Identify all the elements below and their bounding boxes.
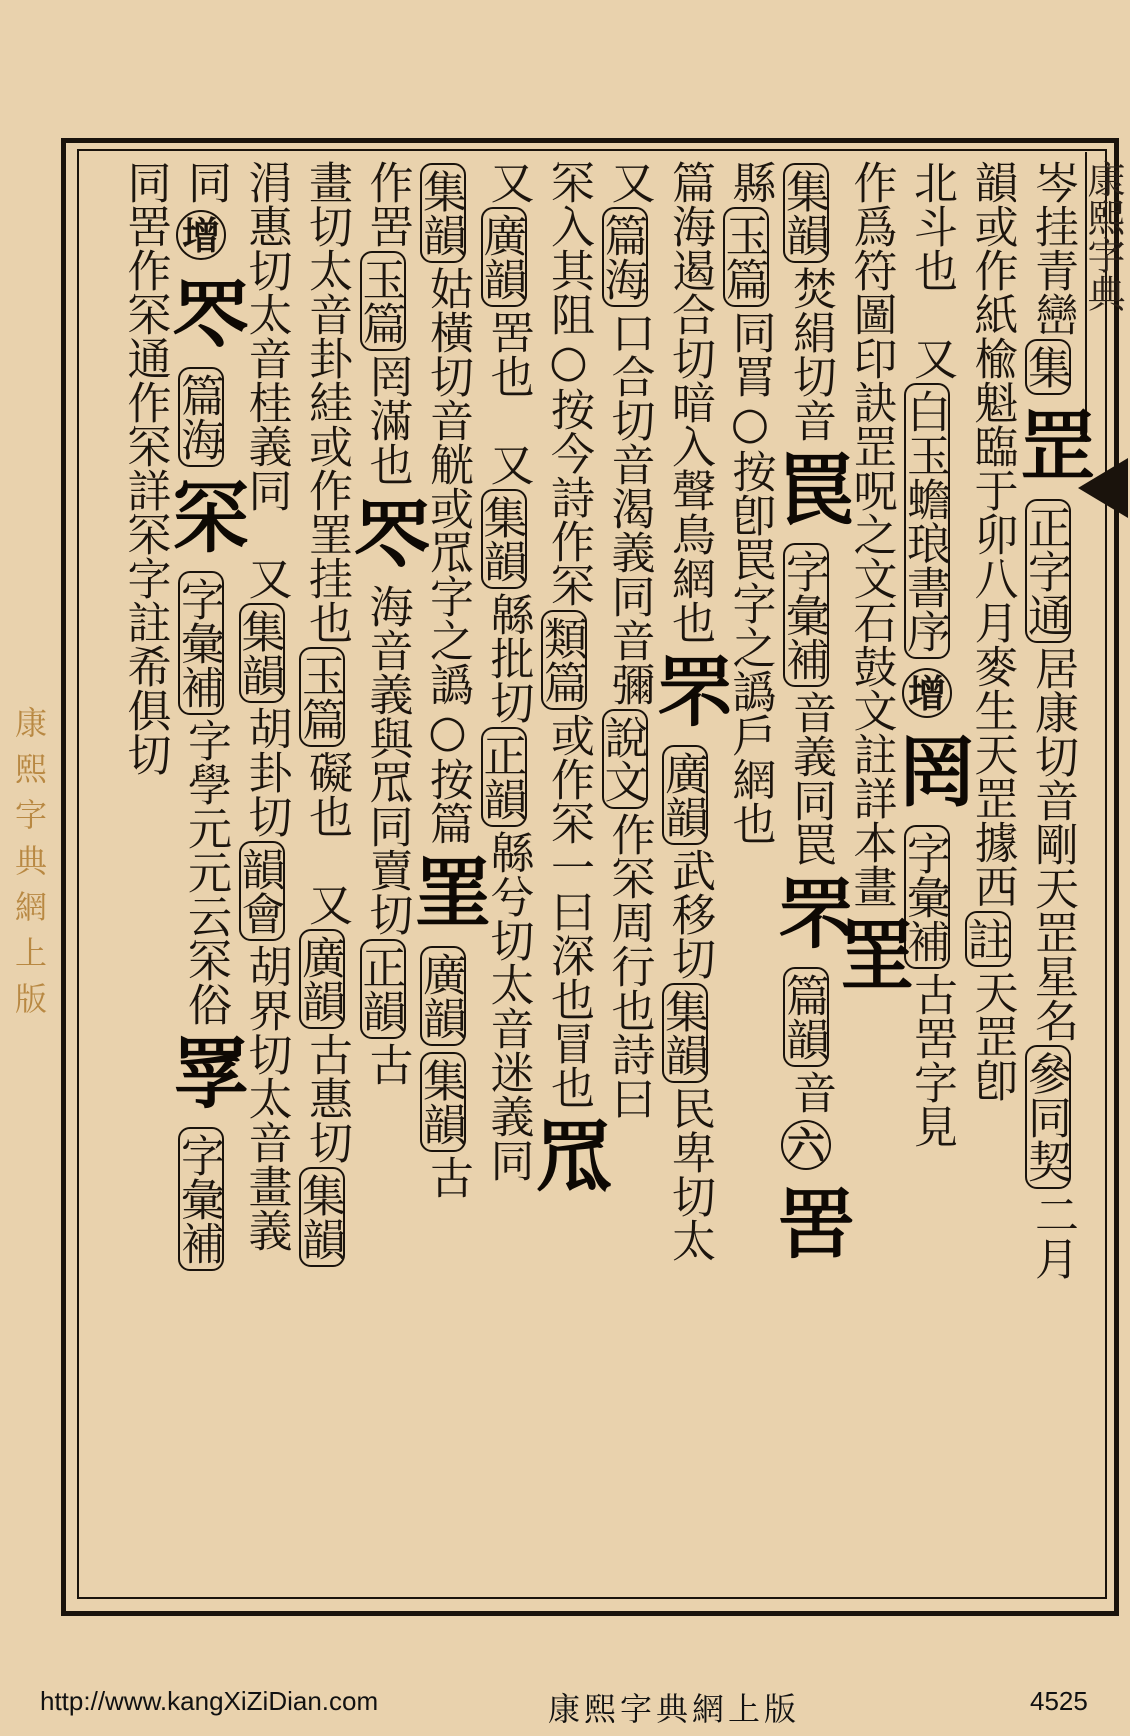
definition-text: 字學元元云罙俗 xyxy=(180,718,231,1026)
definition-text: 罛字之譌○按篇 xyxy=(422,530,473,845)
headword: 罠 xyxy=(778,446,854,535)
source-citation: 註 xyxy=(965,911,1011,967)
definition-text: 同 xyxy=(180,160,231,204)
definition-text: 胡卦切 xyxy=(240,706,292,838)
definition-text: 口合切音渴義同 xyxy=(603,310,655,618)
text-column xyxy=(960,160,1016,1586)
side-watermark-title xyxy=(6,700,56,1022)
definition-text: 民卑切太 xyxy=(664,1086,715,1262)
definition-text: 音彌 xyxy=(603,618,655,706)
footer-title: 康熙字典網上版 xyxy=(548,1690,801,1728)
running-title: 康熙字典 xyxy=(1081,160,1125,312)
definition-text: 音 xyxy=(785,1070,836,1114)
source-citation: 韻會 xyxy=(239,841,285,941)
side-title-char: 典 xyxy=(14,842,47,880)
definition-text: 作罙通作罙詳罙字註 xyxy=(119,248,171,644)
definition-text: 又 xyxy=(603,160,655,204)
source-citation: 說文 xyxy=(602,709,648,809)
source-citation: 集韻 xyxy=(662,983,708,1083)
text-column xyxy=(536,160,612,1586)
definition-text: 涓惠切太音桂義同 又 xyxy=(240,160,292,600)
definition-text: 賣切 xyxy=(361,848,413,936)
definition-text: 石鼓文註詳本畫 xyxy=(845,600,897,908)
definition-text: 作罙周行也詩曰 xyxy=(603,812,655,1120)
definition-text: 楡魁臨于卯八月麥生天罡據西 xyxy=(966,336,1018,908)
headword: 罔 xyxy=(899,728,975,817)
definition-text: 罔滿也 xyxy=(361,354,413,486)
definition-text: 畫切太音卦絓或作罣挂也 xyxy=(301,160,352,644)
source-citation: 集韻 xyxy=(420,1052,466,1152)
source-citation: 集韻 xyxy=(481,489,527,589)
definition-text: 姑橫切音觥或 xyxy=(422,266,473,530)
headword: 罖 xyxy=(173,270,249,359)
source-citation: 正韻 xyxy=(481,727,527,827)
definition-text: 同罥 xyxy=(724,310,776,398)
definition-text: 韻或作紙 xyxy=(966,160,1018,336)
definition-text: 音義同罠 xyxy=(785,690,836,866)
definition-text: 罟也 又 xyxy=(482,310,534,486)
source-citation: 白玉蟾琅書序 xyxy=(904,383,950,659)
headword: 罙 xyxy=(173,474,249,563)
source-citation: 廣韻 xyxy=(481,207,527,307)
text-column xyxy=(113,160,169,1586)
text-column xyxy=(778,160,854,1586)
definition-text: 古惠切 xyxy=(301,1032,352,1164)
source-citation: 字彙補 xyxy=(178,1127,224,1271)
text-column xyxy=(718,160,774,1586)
source-citation: 集 xyxy=(1025,339,1071,395)
source-citation: 集韻 xyxy=(420,163,466,263)
headword: 罘 xyxy=(778,870,854,959)
headword: 罛 xyxy=(536,1113,612,1202)
definition-text: 戶網也 xyxy=(724,713,776,845)
definition-text: 同罟 xyxy=(119,160,171,248)
definition-text: 焚絹切音 xyxy=(785,266,836,442)
definition-text: 岑挂青巒 xyxy=(1027,160,1078,336)
source-citation: 玉篇 xyxy=(360,251,406,351)
headword: 罣 xyxy=(415,849,491,938)
side-title-char: 版 xyxy=(14,980,47,1018)
definition-text: 天罡卽 xyxy=(966,970,1018,1102)
headword: 罟 xyxy=(778,1180,854,1269)
page-number: 4525 xyxy=(1030,1686,1088,1716)
definition-text: 海音義與罛同 xyxy=(361,584,413,848)
definition-text: 居康切音剛天罡星名 xyxy=(1027,646,1078,1042)
source-citation: 字彙補 xyxy=(783,543,829,687)
source-citation: 篇海 xyxy=(178,367,224,467)
section-marker: 增 xyxy=(902,668,952,718)
definition-text: 緜兮切太音迷義同 xyxy=(482,830,534,1182)
source-citation: 類篇 xyxy=(541,610,587,710)
definition-text: 古 xyxy=(361,1042,413,1086)
source-citation: 廣韻 xyxy=(662,745,708,845)
source-citation: 篇海 xyxy=(602,207,648,307)
definition-text: 胡界切太音畫義 xyxy=(240,944,292,1252)
source-citation: 集韻 xyxy=(239,603,285,703)
site-url[interactable]: http://www.kangXiZiDian.com xyxy=(40,1686,379,1716)
source-citation: 字彙補 xyxy=(178,571,224,715)
definition-text: 作爲符圖印訣罡呪之文 xyxy=(845,160,897,600)
headword: 罖 xyxy=(354,490,431,579)
definition-text: 篇海遏合切暗入聲鳥網也 xyxy=(664,160,715,644)
headword: 罘 xyxy=(657,648,733,737)
source-citation: 廣韻 xyxy=(299,929,345,1029)
definition-text: 或作罙一曰深也冒也 xyxy=(543,713,594,1109)
text-column xyxy=(173,160,249,1586)
section-marker: 六 xyxy=(781,1120,831,1170)
definition-text: 又 xyxy=(482,160,534,204)
source-citation: 玉篇 xyxy=(723,207,769,307)
definition-text: 縣 xyxy=(724,160,776,204)
side-title-char: 康 xyxy=(14,704,47,742)
text-column xyxy=(415,160,491,1586)
headword: 罦 xyxy=(173,1030,249,1119)
source-citation: 廣韻 xyxy=(420,946,466,1046)
definition-text: 作罟 xyxy=(361,160,413,248)
source-citation: 正字通 xyxy=(1025,499,1071,643)
text-column xyxy=(354,160,431,1586)
definition-text: 希俱切 xyxy=(119,644,171,776)
definition-text: 武移切 xyxy=(664,848,715,980)
definition-text: 北斗也 又 xyxy=(906,160,957,380)
source-citation: 正韻 xyxy=(360,939,406,1039)
section-marker: 增 xyxy=(176,210,226,260)
source-citation: 集韻 xyxy=(299,1167,345,1267)
definition-text: 二月 xyxy=(1027,1192,1078,1280)
text-column xyxy=(1020,160,1096,1586)
text-column xyxy=(294,160,350,1586)
source-citation: 篇韻 xyxy=(783,967,829,1067)
side-title-char: 熙 xyxy=(14,750,47,788)
headword: 罡 xyxy=(1020,402,1096,491)
text-column xyxy=(657,160,733,1586)
text-column xyxy=(899,160,975,1586)
definition-text: 緜批切 xyxy=(482,592,534,724)
side-title-char: 上 xyxy=(14,934,47,972)
source-citation: 參同契 xyxy=(1025,1045,1071,1189)
definition-text: ○按卽罠字之譌 xyxy=(724,398,776,713)
headword: 罜 xyxy=(838,912,915,1001)
text-column xyxy=(597,160,653,1586)
definition-text: 古 xyxy=(422,1155,473,1199)
source-citation: 集韻 xyxy=(783,163,829,263)
side-title-char: 字 xyxy=(14,796,47,834)
source-citation: 玉篇 xyxy=(299,647,345,747)
definition-text: 古罟字見 xyxy=(906,972,957,1148)
source-citation: 字彙補 xyxy=(904,825,950,969)
definition-text: 罙入其阻○按今詩作罙 xyxy=(543,160,594,607)
text-column xyxy=(234,160,290,1586)
definition-text: 礙也 又 xyxy=(301,750,352,926)
side-title-char: 網 xyxy=(14,888,47,926)
